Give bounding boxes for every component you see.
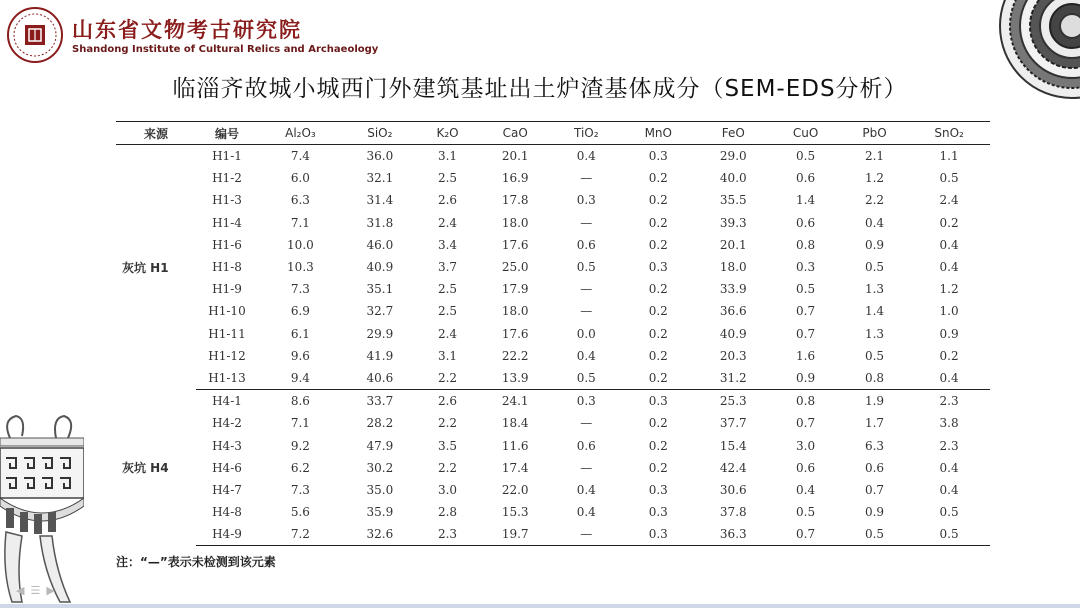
value-cell: 37.8 xyxy=(719,505,747,520)
value-cell: 2.3 xyxy=(939,438,959,453)
value-cell: 0.3 xyxy=(648,482,668,497)
sample-id-cell: H4-7 xyxy=(212,482,242,497)
value-cell: 0.2 xyxy=(648,282,668,297)
value-cell: 0.2 xyxy=(648,460,668,475)
sample-id-cell: H4-1 xyxy=(212,394,242,409)
value-cell: 2.4 xyxy=(939,193,959,208)
value-cell: 40.9 xyxy=(719,326,747,341)
value-cell: 2.2 xyxy=(437,460,458,475)
sample-id-cell: H1-4 xyxy=(212,215,242,230)
sample-id-cell: H1-12 xyxy=(208,348,246,363)
value-cell: 0.7 xyxy=(770,523,841,546)
value-cell: 36.6 xyxy=(719,304,747,319)
table-row xyxy=(116,300,990,322)
value-cell: 0.2 xyxy=(648,348,668,363)
value-cell: 2.4 xyxy=(437,215,458,230)
value-cell: 0.4 xyxy=(576,505,596,520)
value-cell: 0.8 xyxy=(796,394,816,409)
col-header-sno2: SnO₂ xyxy=(908,122,990,145)
value-cell: 25.3 xyxy=(719,394,747,409)
value-cell: 0.5 xyxy=(939,171,959,186)
value-cell: 7.2 xyxy=(258,523,343,546)
value-cell: 22.0 xyxy=(501,482,529,497)
value-cell: 0.4 xyxy=(939,460,959,475)
value-cell: 41.9 xyxy=(366,348,394,363)
value-cell: 0.2 xyxy=(620,367,696,390)
value-cell: 1.4 xyxy=(864,304,885,319)
value-cell: 0.2 xyxy=(648,304,668,319)
value-cell: 3.0 xyxy=(437,482,458,497)
value-cell: 32.1 xyxy=(366,171,394,186)
table-row xyxy=(116,345,990,367)
page-title: 临淄齐故城小城西门外建筑基址出土炉渣基体成分（SEM-EDS分析） xyxy=(172,76,908,102)
value-cell: 33.7 xyxy=(366,394,394,409)
value-cell: 35.1 xyxy=(366,282,394,297)
group-label: 灰坑 H4 xyxy=(122,461,169,476)
col-header-source: 来源 xyxy=(116,122,196,145)
value-cell: 0.5 xyxy=(796,282,816,297)
value-cell: 1.6 xyxy=(796,348,816,363)
value-cell: 46.0 xyxy=(366,237,394,252)
value-cell: 0.7 xyxy=(796,326,816,341)
value-cell: 2.2 xyxy=(864,193,885,208)
table-row xyxy=(116,278,990,300)
sample-id-cell: H1-11 xyxy=(208,326,246,341)
value-cell: 0.3 xyxy=(620,523,696,546)
value-cell: 0.5 xyxy=(796,149,816,164)
value-cell: 10.0 xyxy=(287,237,314,252)
sample-id-cell: H4-2 xyxy=(212,416,242,431)
value-cell: 1.7 xyxy=(864,416,885,431)
col-header-al2o3: Al₂O₃ xyxy=(258,122,343,145)
value-cell: 2.6 xyxy=(437,394,458,409)
value-cell: 2.4 xyxy=(437,326,458,341)
value-cell: 3.4 xyxy=(437,237,458,252)
value-cell: 3.1 xyxy=(437,149,458,164)
value-cell: 7.4 xyxy=(290,149,310,164)
value-cell: 0.7 xyxy=(796,416,816,431)
table-row xyxy=(116,234,990,256)
value-cell: 0.3 xyxy=(648,394,668,409)
value-cell: 1.9 xyxy=(864,394,885,409)
value-cell: — xyxy=(580,460,593,475)
value-cell: 0.2 xyxy=(648,171,668,186)
value-cell: 40.6 xyxy=(343,367,417,390)
table-row xyxy=(116,367,990,390)
value-cell: 35.9 xyxy=(366,505,394,520)
value-cell: 20.1 xyxy=(501,149,529,164)
value-cell: 33.9 xyxy=(719,282,747,297)
sample-id-cell: H4-8 xyxy=(212,505,242,520)
value-cell: 0.2 xyxy=(939,215,959,230)
value-cell: 1.0 xyxy=(939,304,959,319)
value-cell: 0.4 xyxy=(939,260,959,275)
table-row xyxy=(116,390,990,413)
value-cell: 0.4 xyxy=(864,215,885,230)
value-cell: 0.3 xyxy=(796,260,816,275)
value-cell: 0.8 xyxy=(841,367,908,390)
value-cell: 7.1 xyxy=(290,416,310,431)
value-cell: 0.2 xyxy=(648,193,668,208)
value-cell: 10.3 xyxy=(287,260,314,275)
value-cell: 2.2 xyxy=(417,367,478,390)
table-row xyxy=(116,145,990,168)
bronze-vessel-decoration xyxy=(0,408,84,608)
value-cell: 22.2 xyxy=(501,348,529,363)
value-cell: 9.6 xyxy=(290,348,310,363)
sample-id-cell: H1-13 xyxy=(196,367,258,390)
value-cell: 18.0 xyxy=(719,260,747,275)
table-row xyxy=(116,501,990,523)
value-cell: 0.6 xyxy=(576,237,596,252)
value-cell: 19.7 xyxy=(478,523,552,546)
value-cell: 7.1 xyxy=(290,215,310,230)
value-cell: 1.2 xyxy=(864,171,885,186)
value-cell: 0.2 xyxy=(648,326,668,341)
value-cell: 6.3 xyxy=(290,193,310,208)
nav-next-icon[interactable]: ▶ xyxy=(46,584,55,597)
value-cell: 6.3 xyxy=(864,438,885,453)
value-cell: 3.5 xyxy=(437,438,458,453)
value-cell: 20.3 xyxy=(719,348,747,363)
nav-menu-icon[interactable]: ☰ xyxy=(30,584,41,597)
value-cell: 0.3 xyxy=(648,149,668,164)
value-cell: 2.5 xyxy=(437,171,458,186)
col-header-cao: CaO xyxy=(478,122,552,145)
value-cell: 0.8 xyxy=(796,237,816,252)
sample-id-cell: H1-6 xyxy=(212,237,242,252)
value-cell: 6.9 xyxy=(290,304,310,319)
value-cell: 0.0 xyxy=(576,326,596,341)
value-cell: 6.1 xyxy=(290,326,310,341)
value-cell: 35.0 xyxy=(366,482,394,497)
value-cell: 24.1 xyxy=(501,394,529,409)
value-cell: 13.9 xyxy=(478,367,552,390)
value-cell: 0.2 xyxy=(648,215,668,230)
value-cell: 0.5 xyxy=(796,505,816,520)
institute-name-cn: 山东省文物考古研究院 xyxy=(72,17,302,42)
value-cell: 29.0 xyxy=(719,149,747,164)
value-cell: 40.9 xyxy=(366,260,394,275)
table-row xyxy=(116,523,990,546)
table-row xyxy=(116,167,990,189)
col-header-tio2: TiO₂ xyxy=(552,122,620,145)
value-cell: 0.9 xyxy=(864,237,885,252)
table-row xyxy=(116,479,990,501)
col-header-feo: FeO xyxy=(696,122,770,145)
value-cell: 3.7 xyxy=(437,260,458,275)
value-cell: 2.3 xyxy=(939,394,959,409)
value-cell: 5.6 xyxy=(290,505,310,520)
value-cell: 0.4 xyxy=(576,149,596,164)
value-cell: 0.6 xyxy=(864,460,885,475)
value-cell: — xyxy=(552,523,620,546)
col-header-k2o: K₂O xyxy=(417,122,478,145)
value-cell: 25.0 xyxy=(501,260,529,275)
value-cell: 0.6 xyxy=(576,438,596,453)
value-cell: 0.2 xyxy=(648,438,668,453)
value-cell: 17.6 xyxy=(501,326,529,341)
value-cell: 0.9 xyxy=(939,326,959,341)
sample-id-cell: H1-10 xyxy=(208,304,246,319)
table-row xyxy=(116,323,990,345)
value-cell: 3.8 xyxy=(939,416,959,431)
value-cell: 0.2 xyxy=(648,416,668,431)
value-cell: 0.2 xyxy=(939,348,959,363)
col-header-cuo: CuO xyxy=(770,122,841,145)
col-header-mno: MnO xyxy=(620,122,696,145)
value-cell: 6.0 xyxy=(290,171,310,186)
sample-id-cell: H4-6 xyxy=(212,460,242,475)
value-cell: 36.0 xyxy=(366,149,394,164)
value-cell: 29.9 xyxy=(366,326,394,341)
value-cell: 15.3 xyxy=(501,505,529,520)
value-cell: 15.4 xyxy=(719,438,747,453)
value-cell: 0.4 xyxy=(939,237,959,252)
sample-id-cell: H4-9 xyxy=(196,523,258,546)
value-cell: 1.4 xyxy=(796,193,816,208)
value-cell: — xyxy=(580,416,593,431)
value-cell: 47.9 xyxy=(366,438,394,453)
value-cell: 3.1 xyxy=(437,348,458,363)
value-cell: 35.5 xyxy=(719,193,747,208)
value-cell: 2.5 xyxy=(437,304,458,319)
value-cell: 0.4 xyxy=(796,482,816,497)
value-cell: 6.2 xyxy=(290,460,310,475)
value-cell: 0.3 xyxy=(576,394,596,409)
value-cell: 0.9 xyxy=(770,367,841,390)
value-cell: 2.3 xyxy=(417,523,478,546)
value-cell: 1.1 xyxy=(939,149,959,164)
table-row xyxy=(116,412,990,434)
value-cell: 31.8 xyxy=(366,215,394,230)
value-cell: — xyxy=(580,282,593,297)
value-cell: 1.3 xyxy=(864,282,885,297)
value-cell: 32.6 xyxy=(343,523,417,546)
value-cell: — xyxy=(580,215,593,230)
composition-table xyxy=(116,121,990,546)
value-cell: 40.0 xyxy=(719,171,747,186)
value-cell: 0.3 xyxy=(648,260,668,275)
value-cell: 2.6 xyxy=(437,193,458,208)
value-cell: 28.2 xyxy=(366,416,394,431)
value-cell: 11.6 xyxy=(501,438,529,453)
col-header-sio2: SiO₂ xyxy=(343,122,417,145)
value-cell: 30.6 xyxy=(719,482,747,497)
col-header-pbo: PbO xyxy=(841,122,908,145)
value-cell: 0.7 xyxy=(796,304,816,319)
nav-prev-icon[interactable]: ◀ xyxy=(16,584,25,597)
value-cell: 30.2 xyxy=(366,460,394,475)
value-cell: — xyxy=(580,304,593,319)
value-cell: 2.2 xyxy=(437,416,458,431)
value-cell: 0.2 xyxy=(648,237,668,252)
table-row xyxy=(116,457,990,479)
sample-id-cell: H4-3 xyxy=(212,438,242,453)
sample-id-cell: H1-1 xyxy=(212,149,242,164)
value-cell: 16.9 xyxy=(501,171,529,186)
sample-id-cell: H1-9 xyxy=(212,282,242,297)
value-cell: 0.5 xyxy=(576,260,596,275)
value-cell: 0.5 xyxy=(908,523,990,546)
slide-nav xyxy=(16,584,55,597)
value-cell: 0.5 xyxy=(939,505,959,520)
value-cell: 0.5 xyxy=(864,348,885,363)
value-cell: 0.4 xyxy=(908,367,990,390)
value-cell: 31.4 xyxy=(366,193,394,208)
footer-rule xyxy=(0,604,1080,608)
value-cell: 17.9 xyxy=(501,282,529,297)
value-cell: 32.7 xyxy=(366,304,394,319)
value-cell: 17.8 xyxy=(501,193,529,208)
table-header-row xyxy=(116,122,990,145)
value-cell: 9.2 xyxy=(290,438,310,453)
value-cell: 36.3 xyxy=(696,523,770,546)
table-row xyxy=(116,189,990,211)
value-cell: 0.5 xyxy=(841,523,908,546)
value-cell: 7.3 xyxy=(290,282,310,297)
value-cell: 37.7 xyxy=(719,416,747,431)
value-cell: 2.5 xyxy=(437,282,458,297)
value-cell: 1.3 xyxy=(864,326,885,341)
value-cell: 9.4 xyxy=(258,367,343,390)
sample-id-cell: H1-3 xyxy=(212,193,242,208)
value-cell: 0.5 xyxy=(552,367,620,390)
value-cell: 1.2 xyxy=(939,282,959,297)
value-cell: 0.4 xyxy=(576,482,596,497)
institute-seal-logo xyxy=(6,6,64,64)
value-cell: 2.8 xyxy=(437,505,458,520)
value-cell: 3.0 xyxy=(796,438,816,453)
col-header-id: 编号 xyxy=(196,122,258,145)
institute-name-en: Shandong Institute of Cultural Relics and Archaeology xyxy=(72,44,379,55)
value-cell: 17.4 xyxy=(501,460,529,475)
value-cell: 18.0 xyxy=(501,215,529,230)
table-row xyxy=(116,434,990,456)
value-cell: 0.6 xyxy=(796,215,816,230)
value-cell: 0.3 xyxy=(648,505,668,520)
value-cell: 39.3 xyxy=(719,215,747,230)
table-row xyxy=(116,256,990,278)
value-cell: 18.0 xyxy=(501,304,529,319)
value-cell: 7.3 xyxy=(290,482,310,497)
sample-id-cell: H1-2 xyxy=(212,171,242,186)
value-cell: 0.4 xyxy=(939,482,959,497)
value-cell: 0.9 xyxy=(864,505,885,520)
value-cell: 20.1 xyxy=(719,237,747,252)
value-cell: 0.3 xyxy=(576,193,596,208)
value-cell: 8.6 xyxy=(290,394,310,409)
value-cell: 0.4 xyxy=(576,348,596,363)
table-row xyxy=(116,212,990,234)
value-cell: 42.4 xyxy=(719,460,747,475)
value-cell: 0.6 xyxy=(796,460,816,475)
sample-id-cell: H1-8 xyxy=(212,260,242,275)
value-cell: 0.7 xyxy=(864,482,885,497)
value-cell: 0.6 xyxy=(796,171,816,186)
value-cell: 17.6 xyxy=(501,237,529,252)
table-note: 注：“—”表示未检测到该元素 xyxy=(116,555,276,569)
value-cell: 0.5 xyxy=(864,260,885,275)
value-cell: 18.4 xyxy=(501,416,529,431)
group-label: 灰坑 H1 xyxy=(122,260,169,275)
value-cell: 31.2 xyxy=(696,367,770,390)
value-cell: 2.1 xyxy=(864,149,885,164)
value-cell: — xyxy=(580,171,593,186)
